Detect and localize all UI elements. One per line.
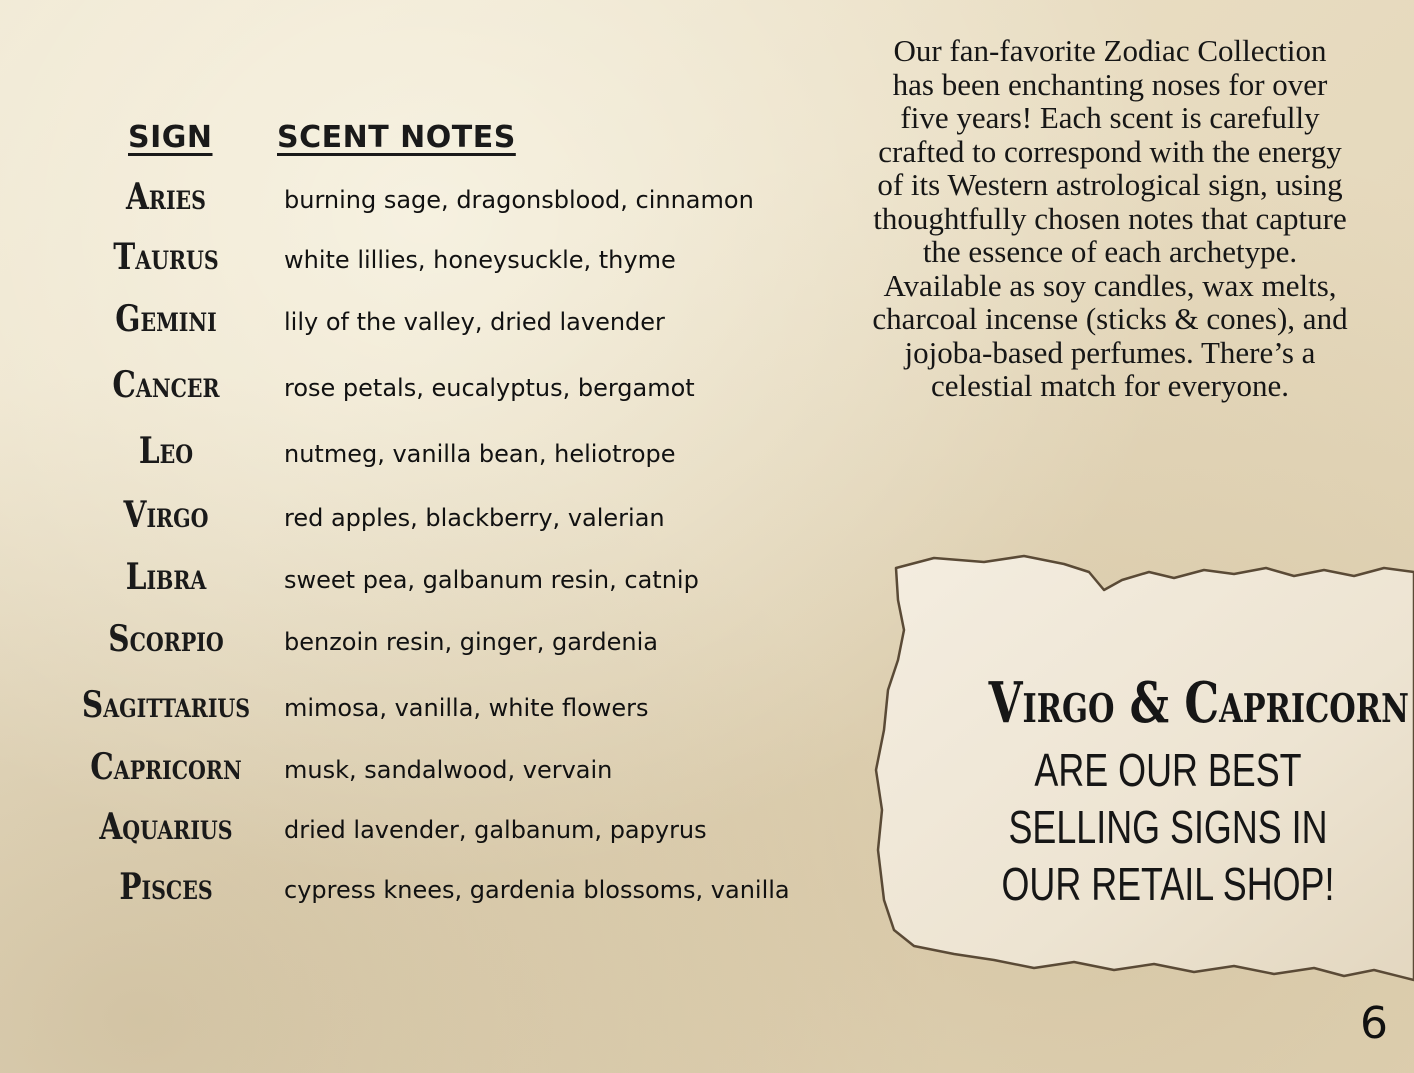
sign-name: Virgo (123, 494, 209, 536)
header-sign: SIGN (128, 120, 213, 155)
scent-notes: burning sage, dragonsblood, cinnamon (284, 186, 754, 214)
scent-notes: dried lavender, galbanum, papyrus (284, 816, 707, 844)
table-row (0, 684, 800, 744)
sign-name: Gemini (115, 298, 217, 340)
scent-notes: sweet pea, galbanum resin, catnip (284, 566, 699, 594)
page-number: 6 (1360, 998, 1388, 1049)
table-row (0, 176, 800, 236)
scent-notes: cypress knees, gardenia blossoms, vanilla (284, 876, 790, 904)
best-sellers-callout (938, 670, 1409, 913)
table-row (0, 430, 800, 490)
sign-name: Leo (138, 430, 194, 472)
sign-name: Libra (125, 556, 207, 598)
sign-name: Capricorn (90, 746, 242, 788)
scent-notes: nutmeg, vanilla bean, heliotrope (284, 440, 676, 468)
intro-paragraph: Our fan-favorite Zodiac Collection has been enchanting noses for over five years! Each scent is carefully crafted to correspond with the energy of its Western astrological sign, using thoughtfully chosen notes that capture the essence of each archetype. Available as soy candles, wax melts, charcoal incense (sticks & cones), and jojoba-based perfumes. There’s a celestial match for everyone. (872, 33, 1348, 403)
sign-name: Pisces (119, 866, 213, 908)
scent-notes: mimosa, vanilla, white flowers (284, 694, 649, 722)
table-row (0, 364, 800, 424)
scent-notes: red apples, blackberry, valerian (284, 504, 665, 532)
scent-notes: rose petals, eucalyptus, bergamot (284, 374, 695, 402)
scent-notes: musk, sandalwood, vervain (284, 756, 613, 784)
table-row (0, 806, 800, 866)
table-row (0, 494, 800, 554)
table-row (0, 746, 800, 806)
scent-notes: benzoin resin, ginger, gardenia (284, 628, 658, 656)
table-row (0, 618, 800, 678)
sign-name: Aries (126, 176, 206, 218)
scent-notes: lily of the valley, dried lavender (284, 308, 665, 336)
sign-name: Cancer (112, 364, 220, 406)
scent-notes: white lillies, honeysuckle, thyme (284, 246, 676, 274)
sign-name: Taurus (113, 236, 219, 278)
sign-name: Aquarius (99, 806, 233, 848)
table-row (0, 866, 800, 926)
callout-title: Virgo & Capricorn (988, 670, 1409, 736)
header-scent-notes: SCENT NOTES (277, 120, 516, 155)
sign-name: Scorpio (108, 618, 224, 660)
callout-body: ARE OUR BEST SELLING SIGNS IN OUR RETAIL SHOP! (1001, 744, 1335, 910)
sign-name: Sagittarius (81, 684, 251, 726)
table-row (0, 556, 800, 616)
table-row (0, 236, 800, 296)
table-row (0, 298, 800, 358)
